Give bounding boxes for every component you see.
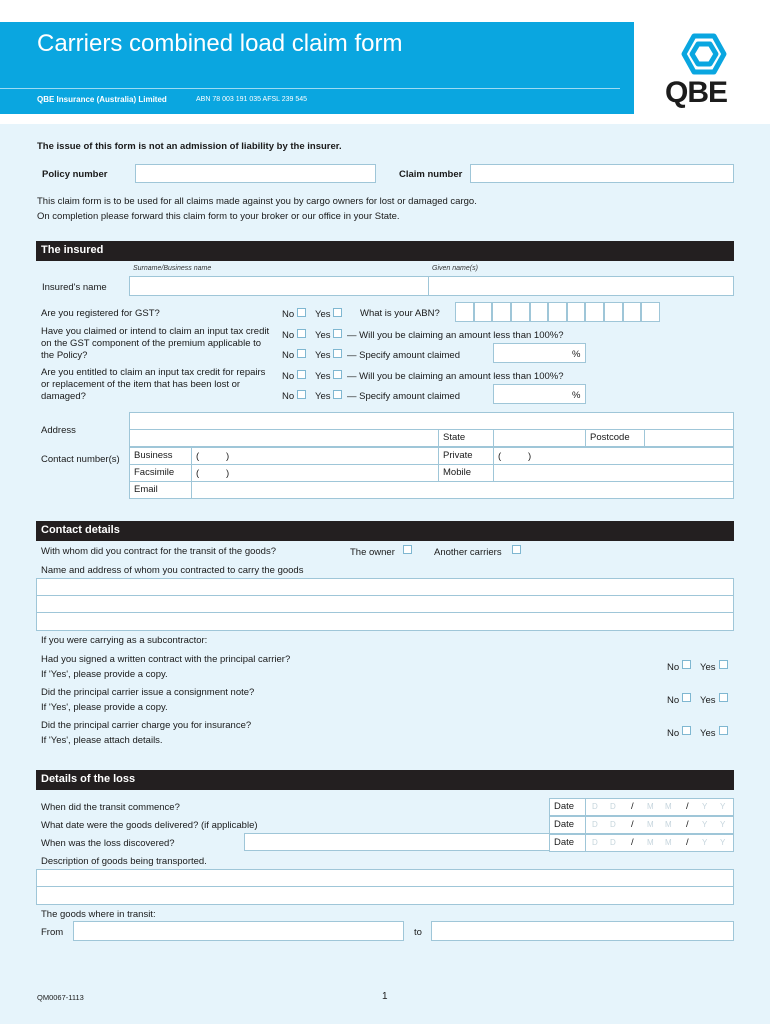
q2-yes-checkbox[interactable] bbox=[719, 693, 728, 702]
surname-hint: Surname/Business name bbox=[133, 265, 212, 272]
section-details-of-loss: Details of the loss bbox=[36, 770, 734, 790]
date-y1: Y bbox=[702, 838, 708, 847]
surname-input[interactable] bbox=[129, 276, 429, 296]
itc1-percent-sign: % bbox=[572, 349, 581, 360]
goods-description-label: Description of goods being transported. bbox=[41, 856, 207, 867]
consignment-note-note: If 'Yes', please provide a copy. bbox=[41, 702, 168, 713]
itc2-yes-label: Yes bbox=[315, 371, 331, 382]
abn-digit[interactable] bbox=[623, 302, 642, 322]
private-paren-open: ( bbox=[498, 451, 502, 462]
date-input[interactable] bbox=[585, 798, 734, 816]
date-d2: D bbox=[610, 802, 616, 811]
insurance-charge-note: If 'Yes', please attach details. bbox=[41, 735, 163, 746]
date-d1: D bbox=[592, 838, 598, 847]
another-carriers-checkbox[interactable] bbox=[512, 545, 521, 554]
date-sep1: / bbox=[631, 801, 634, 812]
abn-digit[interactable] bbox=[492, 302, 511, 322]
date-y2: Y bbox=[720, 838, 726, 847]
abn-question: What is your ABN? bbox=[360, 308, 440, 319]
date-m1: M bbox=[647, 820, 654, 829]
carrier-line-3-input[interactable] bbox=[36, 612, 734, 631]
date-y1: Y bbox=[702, 802, 708, 811]
page-number: 1 bbox=[382, 991, 388, 1002]
state-label: State bbox=[438, 429, 494, 447]
insured-name-label: Insured's name bbox=[42, 282, 107, 293]
intro-line-1: This claim form is to be used for all claims made against you by cargo owners for lost or damaged cargo. bbox=[37, 196, 477, 207]
private-phone-input[interactable] bbox=[493, 447, 734, 465]
form-title: Carriers combined load claim form bbox=[37, 30, 403, 57]
date-d1: D bbox=[592, 820, 598, 829]
itc1-no-checkbox[interactable] bbox=[297, 329, 306, 338]
goods-delivered-question: What date were the goods delivered? (if applicable) bbox=[41, 820, 258, 831]
address-line-2-input[interactable] bbox=[129, 429, 439, 447]
company-abn: ABN 78 003 191 035 AFSL 239 545 bbox=[196, 96, 308, 103]
itc-entitled-question: Are you entitled to claim an input tax credit for repairs or replacement of the item that has been lost or damaged? bbox=[41, 367, 266, 402]
abn-digit[interactable] bbox=[530, 302, 549, 322]
q1-yes-label: Yes bbox=[700, 662, 716, 673]
contract-whom-question: With whom did you contract for the transit of the goods? bbox=[41, 546, 276, 557]
form-code: QM0067-1113 bbox=[37, 993, 84, 1002]
date-sep2: / bbox=[686, 819, 689, 830]
business-label: Business bbox=[129, 447, 192, 465]
private-label: Private bbox=[438, 447, 494, 465]
itc2-specify-label: — Specify amount claimed bbox=[347, 391, 460, 402]
facsimile-label: Facsimile bbox=[129, 464, 192, 482]
date-sep1: / bbox=[631, 837, 634, 848]
abn-digit[interactable] bbox=[567, 302, 586, 322]
written-contract-note: If 'Yes', please provide a copy. bbox=[41, 669, 168, 680]
business-phone-input[interactable] bbox=[191, 447, 439, 465]
in-transit-label: The goods where in transit: bbox=[41, 909, 156, 920]
date-m1: M bbox=[647, 802, 654, 811]
date-label: Date bbox=[549, 798, 586, 816]
itc1b-yes-checkbox[interactable] bbox=[333, 349, 342, 358]
claim-number-input[interactable] bbox=[470, 164, 734, 183]
q1-yes-checkbox[interactable] bbox=[719, 660, 728, 669]
consignment-note-question: Did the principal carrier issue a consignment note? bbox=[41, 687, 255, 698]
postcode-label: Postcode bbox=[585, 429, 645, 447]
carrier-line-1-input[interactable] bbox=[36, 578, 734, 596]
date-sep1: / bbox=[631, 819, 634, 830]
postcode-input[interactable] bbox=[644, 429, 734, 447]
fax-paren-close: ) bbox=[226, 468, 230, 479]
gst-no-label: No bbox=[282, 309, 295, 320]
claim-number-label: Claim number bbox=[399, 169, 463, 180]
date-d2: D bbox=[610, 820, 616, 829]
abn-input-group[interactable] bbox=[455, 302, 660, 322]
abn-digit[interactable] bbox=[585, 302, 604, 322]
insurance-charge-question: Did the principal carrier charge you for insurance? bbox=[41, 720, 252, 731]
q2-no-checkbox[interactable] bbox=[682, 693, 691, 702]
itc2-percent-sign: % bbox=[572, 390, 581, 401]
itc1b-no-checkbox[interactable] bbox=[297, 349, 306, 358]
itc2-no-label: No bbox=[282, 371, 295, 382]
q3-no-checkbox[interactable] bbox=[682, 726, 691, 735]
q1-no-checkbox[interactable] bbox=[682, 660, 691, 669]
date-d1: D bbox=[592, 802, 598, 811]
abn-digit[interactable] bbox=[548, 302, 567, 322]
logo-text: QBE bbox=[665, 76, 728, 109]
itc2b-no-label: No bbox=[282, 391, 295, 402]
date-label: Date bbox=[549, 834, 586, 852]
policy-number-input[interactable] bbox=[135, 164, 376, 183]
goods-description-line-2[interactable] bbox=[36, 886, 734, 905]
itc2-no-checkbox[interactable] bbox=[297, 370, 306, 379]
to-label: to bbox=[414, 927, 422, 938]
date-m2: M bbox=[665, 802, 672, 811]
mobile-input[interactable] bbox=[493, 464, 734, 482]
address-line-1-input[interactable] bbox=[129, 412, 734, 430]
itc1-specify-label: — Specify amount claimed bbox=[347, 350, 460, 361]
another-carriers-label: Another carriers bbox=[434, 547, 502, 558]
itc1-yes-label: Yes bbox=[315, 330, 331, 341]
gst-question: Are you registered for GST? bbox=[41, 308, 160, 319]
date-d2: D bbox=[610, 838, 616, 847]
subcontractor-label: If you were carrying as a subcontractor: bbox=[41, 635, 208, 646]
private-paren-close: ) bbox=[528, 451, 532, 462]
facsimile-input[interactable] bbox=[191, 464, 439, 482]
liability-notice: The issue of this form is not an admission of liability by the insurer. bbox=[37, 141, 342, 152]
date-sep2: / bbox=[686, 801, 689, 812]
business-paren-open: ( bbox=[196, 451, 200, 462]
date-y2: Y bbox=[720, 820, 726, 829]
mobile-label: Mobile bbox=[438, 464, 494, 482]
q3-yes-checkbox[interactable] bbox=[719, 726, 728, 735]
abn-digit[interactable] bbox=[474, 302, 493, 322]
header-divider bbox=[0, 88, 620, 89]
date-y2: Y bbox=[720, 802, 726, 811]
q3-yes-label: Yes bbox=[700, 728, 716, 739]
itc1-no-label: No bbox=[282, 330, 295, 341]
abn-digit[interactable] bbox=[511, 302, 530, 322]
email-label: Email bbox=[129, 481, 192, 499]
from-input[interactable] bbox=[73, 921, 404, 941]
itc2-amount-question: — Will you be claiming an amount less than 100%? bbox=[347, 371, 564, 382]
name-address-label: Name and address of whom you contracted to carry the goods bbox=[41, 565, 304, 576]
date-input[interactable] bbox=[585, 834, 734, 852]
itc-premium-question: Have you claimed or intend to claim an input tax credit on the GST component of the premium applicable to the Policy? bbox=[41, 326, 270, 361]
date-m1: M bbox=[647, 838, 654, 847]
date-y1: Y bbox=[702, 820, 708, 829]
date-label: Date bbox=[549, 816, 586, 834]
itc2b-yes-checkbox[interactable] bbox=[333, 390, 342, 399]
fax-paren-open: ( bbox=[196, 468, 200, 479]
business-paren-close: ) bbox=[226, 451, 230, 462]
gst-no-checkbox[interactable] bbox=[297, 308, 306, 317]
gst-yes-label: Yes bbox=[315, 309, 331, 320]
abn-digit[interactable] bbox=[641, 302, 660, 322]
q2-yes-label: Yes bbox=[700, 695, 716, 706]
email-input[interactable] bbox=[191, 481, 734, 499]
itc2b-no-checkbox[interactable] bbox=[297, 390, 306, 399]
q1-no-label: No bbox=[667, 662, 680, 673]
contact-numbers-label: Contact number(s) bbox=[41, 454, 120, 465]
from-label: From bbox=[41, 927, 64, 938]
to-input[interactable] bbox=[431, 921, 734, 941]
itc2b-yes-label: Yes bbox=[315, 391, 331, 402]
intro-line-2: On completion please forward this claim form to your broker or our office in your State. bbox=[37, 211, 400, 222]
date-input[interactable] bbox=[585, 816, 734, 834]
address-label: Address bbox=[41, 425, 76, 436]
abn-digit[interactable] bbox=[604, 302, 623, 322]
q2-no-label: No bbox=[667, 695, 680, 706]
the-owner-checkbox[interactable] bbox=[403, 545, 412, 554]
loss-discovered-input[interactable] bbox=[244, 833, 550, 851]
loss-discovered-question: When was the loss discovered? bbox=[41, 838, 175, 849]
date-m2: M bbox=[665, 820, 672, 829]
date-m2: M bbox=[665, 838, 672, 847]
policy-number-label: Policy number bbox=[42, 169, 108, 180]
written-contract-question: Had you signed a written contract with the principal carrier? bbox=[41, 654, 291, 665]
itc1b-yes-label: Yes bbox=[315, 350, 331, 361]
gst-yes-checkbox[interactable] bbox=[333, 308, 342, 317]
carrier-line-2-input[interactable] bbox=[36, 595, 734, 613]
given-name-hint: Given name(s) bbox=[432, 265, 478, 272]
section-the-insured: The insured bbox=[36, 241, 734, 261]
given-name-input[interactable] bbox=[428, 276, 734, 296]
goods-description-line-1[interactable] bbox=[36, 869, 734, 887]
q3-no-label: No bbox=[667, 728, 680, 739]
itc2-yes-checkbox[interactable] bbox=[333, 370, 342, 379]
itc1b-no-label: No bbox=[282, 350, 295, 361]
date-sep2: / bbox=[686, 837, 689, 848]
abn-digit[interactable] bbox=[455, 302, 474, 322]
transit-commence-question: When did the transit commence? bbox=[41, 802, 180, 813]
the-owner-label: The owner bbox=[350, 547, 395, 558]
state-input[interactable] bbox=[493, 429, 586, 447]
itc1-amount-question: — Will you be claiming an amount less than 100%? bbox=[347, 330, 564, 341]
section-contact-details: Contact details bbox=[36, 521, 734, 541]
company-name: QBE Insurance (Australia) Limited bbox=[37, 95, 167, 104]
itc1-yes-checkbox[interactable] bbox=[333, 329, 342, 338]
